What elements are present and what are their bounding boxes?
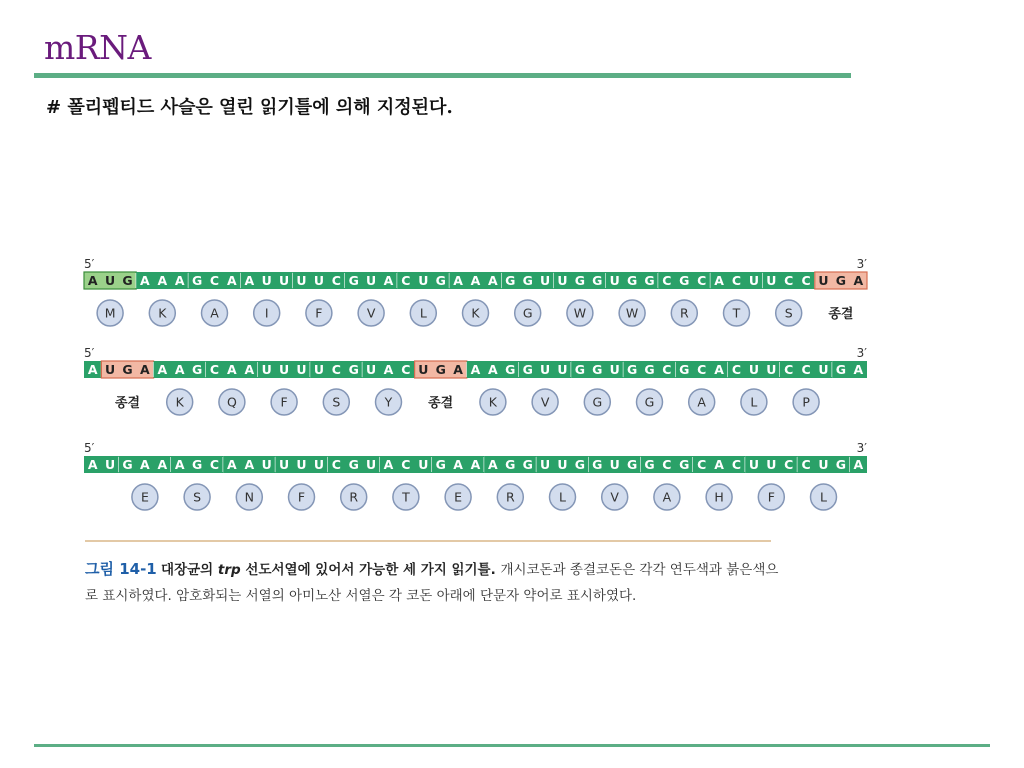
nucleotide: U	[313, 457, 324, 472]
nucleotide: U	[818, 362, 829, 377]
nucleotide: C	[731, 273, 742, 288]
nucleotide: A	[488, 273, 498, 288]
amino-acid-label: E	[454, 489, 463, 505]
nucleotide: G	[835, 362, 847, 377]
nucleotide: G	[574, 362, 586, 377]
nucleotide: G	[574, 457, 586, 472]
nucleotide: G	[348, 362, 359, 377]
amino-acid-label: A	[662, 489, 672, 505]
nucleotide: A	[140, 273, 150, 288]
nucleotide: C	[331, 457, 341, 472]
nucleotide: G	[348, 273, 359, 288]
nucleotide: A	[383, 362, 394, 377]
amino-acid-label: Q	[226, 394, 237, 410]
nucleotide: U	[105, 457, 116, 472]
amino-acid-label: Y	[384, 394, 393, 410]
amino-acid-label: W	[625, 305, 639, 321]
nucleotide: U	[418, 273, 429, 288]
amino-acid-label: G	[644, 394, 655, 410]
nucleotide: A	[453, 362, 463, 377]
nucleotide: A	[140, 362, 150, 377]
nucleotide: U	[818, 457, 829, 472]
amino-acid-label: L	[750, 394, 758, 410]
nucleotide: G	[505, 273, 516, 288]
nucleotide: G	[191, 457, 203, 472]
nucleotide: C	[801, 273, 811, 288]
nucleotide: G	[522, 273, 533, 288]
nucleotide: G	[435, 362, 446, 377]
amino-acid-label: M	[104, 305, 116, 321]
nucleotide: G	[626, 273, 638, 288]
nucleotide: A	[470, 457, 481, 472]
amino-acid-label: I	[264, 305, 269, 321]
amino-acid-label: K	[488, 394, 498, 410]
nucleotide: G	[505, 457, 516, 472]
nucleotide: U	[105, 273, 116, 288]
nucleotide: A	[174, 457, 185, 472]
figure-number: 그림 14-1	[85, 560, 157, 578]
nucleotide: A	[488, 457, 498, 472]
five-prime-label: 5′	[84, 346, 95, 360]
amino-acid-label: S	[784, 305, 793, 321]
amino-acid-label: K	[175, 394, 184, 410]
nucleotide: U	[609, 362, 620, 377]
footer-divider	[34, 744, 990, 747]
nucleotide: U	[766, 273, 777, 288]
page-title: mRNA	[44, 28, 151, 67]
nucleotide: U	[296, 457, 307, 472]
nucleotide: A	[383, 457, 394, 472]
nucleotide: A	[453, 457, 463, 472]
nucleotide: G	[626, 457, 638, 472]
nucleotide: C	[209, 362, 220, 377]
nucleotide: C	[209, 273, 220, 288]
nucleotide: G	[191, 362, 203, 377]
nucleotide: A	[87, 273, 98, 288]
nucleotide: A	[227, 457, 237, 472]
nucleotide: A	[140, 457, 150, 472]
nucleotide: U	[540, 362, 551, 377]
nucleotide: C	[731, 457, 742, 472]
nucleotide: G	[522, 362, 533, 377]
amino-acid-label: G	[522, 305, 533, 321]
nucleotide: C	[697, 457, 707, 472]
amino-acid-label: A	[697, 394, 706, 410]
amino-acid-label: W	[573, 305, 587, 321]
amino-acid-label: S	[193, 489, 202, 505]
nucleotide: A	[714, 273, 724, 288]
nucleotide: G	[644, 273, 655, 288]
nucleotide: G	[679, 457, 690, 472]
nucleotide: A	[853, 457, 864, 472]
nucleotide: A	[87, 362, 98, 377]
nucleotide: G	[574, 273, 586, 288]
nucleotide: G	[679, 362, 690, 377]
caption-divider	[85, 540, 771, 542]
nucleotide: U	[609, 273, 620, 288]
amino-acid-label: F	[280, 394, 288, 410]
nucleotide: C	[331, 273, 341, 288]
nucleotide: C	[662, 273, 672, 288]
nucleotide: C	[801, 362, 811, 377]
nucleotide: U	[296, 362, 307, 377]
nucleotide: U	[313, 362, 324, 377]
nucleotide: G	[626, 362, 638, 377]
nucleotide: C	[731, 362, 742, 377]
nucleotide: G	[644, 362, 655, 377]
nucleotide: U	[766, 457, 777, 472]
nucleotide: U	[748, 362, 759, 377]
amino-acid-label: T	[402, 489, 410, 505]
three-prime-label: 3′	[856, 257, 867, 271]
nucleotide: A	[87, 457, 98, 472]
nucleotide: G	[348, 457, 359, 472]
nucleotide: U	[557, 457, 568, 472]
nucleotide: U	[105, 362, 116, 377]
amino-acid-label: T	[732, 305, 741, 321]
nucleotide: G	[191, 273, 203, 288]
figure-caption-body: 개시코돈과 종결코돈은 각각 연두색과 붉은색으로 표시하였다. 암호화되는 서열의 아미노산 서열은 각 코돈 아래에 단문자 약어로 표시하였다.	[85, 562, 779, 604]
nucleotide: U	[261, 273, 272, 288]
nucleotide: U	[818, 273, 829, 288]
amino-acid-label: G	[592, 394, 603, 410]
nucleotide: U	[418, 362, 429, 377]
nucleotide: G	[835, 273, 847, 288]
nucleotide: C	[662, 362, 672, 377]
nucleotide: A	[174, 362, 185, 377]
amino-acid-label: E	[140, 489, 149, 505]
nucleotide: G	[122, 273, 133, 288]
nucleotide: A	[157, 273, 168, 288]
nucleotide: G	[679, 273, 690, 288]
nucleotide: C	[784, 273, 794, 288]
nucleotide: C	[697, 273, 707, 288]
nucleotide: G	[435, 273, 446, 288]
figure-heading-gene: trp	[217, 562, 241, 578]
amino-acid-label: S	[332, 394, 341, 410]
nucleotide: U	[261, 362, 272, 377]
nucleotide: C	[801, 457, 811, 472]
nucleotide: A	[244, 457, 255, 472]
amino-acid-label: H	[714, 489, 724, 505]
three-prime-label: 3′	[856, 441, 867, 455]
nucleotide: A	[227, 362, 237, 377]
nucleotide: U	[279, 457, 290, 472]
amino-acid-label: K	[158, 305, 167, 321]
nucleotide: C	[784, 362, 794, 377]
nucleotide: U	[296, 273, 307, 288]
nucleotide: C	[209, 457, 220, 472]
nucleotide: U	[748, 273, 759, 288]
stop-label: 종결	[428, 396, 454, 411]
nucleotide: A	[227, 273, 237, 288]
amino-acid-label: L	[820, 489, 827, 505]
nucleotide: G	[592, 457, 603, 472]
nucleotide: A	[853, 362, 864, 377]
nucleotide: C	[401, 457, 411, 472]
amino-acid-label: N	[244, 489, 254, 505]
amino-acid-label: F	[767, 489, 775, 505]
amino-acid-label: R	[349, 489, 359, 505]
amino-acid-label: L	[559, 489, 566, 505]
nucleotide: A	[714, 457, 724, 472]
nucleotide: C	[662, 457, 672, 472]
nucleotide: A	[244, 273, 255, 288]
amino-acid-label: V	[610, 489, 619, 505]
figure-caption	[85, 556, 785, 609]
nucleotide: G	[592, 273, 603, 288]
figure-heading	[161, 562, 500, 578]
nucleotide: U	[766, 362, 777, 377]
amino-acid-label: K	[471, 305, 480, 321]
figure-heading-post: 선도서열에 있어서 가능한 세 가지 읽기틀.	[245, 562, 496, 578]
nucleotide: A	[157, 457, 168, 472]
nucleotide: A	[470, 273, 481, 288]
nucleotide: C	[331, 362, 341, 377]
nucleotide: A	[853, 273, 864, 288]
nucleotide: U	[557, 362, 568, 377]
nucleotide: G	[592, 362, 603, 377]
amino-acid-label: R	[679, 305, 689, 321]
amino-acid-label: V	[366, 305, 376, 321]
nucleotide: U	[366, 273, 377, 288]
nucleotide: U	[366, 362, 377, 377]
five-prime-label: 5′	[84, 441, 95, 455]
amino-acid-label: P	[802, 394, 810, 410]
nucleotide: C	[401, 362, 411, 377]
amino-acid-label: F	[297, 489, 306, 505]
nucleotide: G	[835, 457, 847, 472]
nucleotide: U	[748, 457, 759, 472]
five-prime-label: 5′	[84, 257, 95, 271]
nucleotide: G	[644, 457, 655, 472]
nucleotide: G	[122, 362, 133, 377]
nucleotide: A	[470, 362, 481, 377]
nucleotide: U	[313, 273, 324, 288]
nucleotide: C	[401, 273, 411, 288]
nucleotide: U	[609, 457, 620, 472]
nucleotide: U	[540, 457, 551, 472]
nucleotide: A	[383, 273, 394, 288]
nucleotide: G	[435, 457, 446, 472]
amino-acid-label: F	[315, 305, 323, 321]
nucleotide: A	[174, 273, 185, 288]
nucleotide: A	[488, 362, 498, 377]
nucleotide: A	[244, 362, 255, 377]
amino-acid-label: A	[210, 305, 219, 321]
nucleotide: U	[261, 457, 272, 472]
stop-label: 종결	[114, 396, 141, 411]
nucleotide: U	[279, 273, 290, 288]
nucleotide: U	[366, 457, 377, 472]
nucleotide: U	[279, 362, 290, 377]
nucleotide: C	[697, 362, 707, 377]
amino-acid-label: L	[419, 305, 427, 321]
nucleotide: A	[453, 273, 463, 288]
amino-acid-label: R	[505, 489, 515, 505]
nucleotide: A	[714, 362, 724, 377]
nucleotide: U	[557, 273, 568, 288]
stop-label: 종결	[828, 307, 854, 322]
nucleotide: A	[157, 362, 168, 377]
nucleotide: C	[784, 457, 794, 472]
nucleotide: G	[122, 457, 133, 472]
subtitle: # 폴리펩티드 사슬은 열린 읽기틀에 의해 지정된다.	[46, 97, 453, 118]
nucleotide: G	[505, 362, 516, 377]
figure-heading-pre: 대장균의	[161, 562, 214, 578]
three-prime-label: 3′	[856, 346, 867, 360]
nucleotide: G	[522, 457, 533, 472]
nucleotide: U	[418, 457, 429, 472]
amino-acid-label: V	[540, 394, 550, 410]
nucleotide: U	[540, 273, 551, 288]
